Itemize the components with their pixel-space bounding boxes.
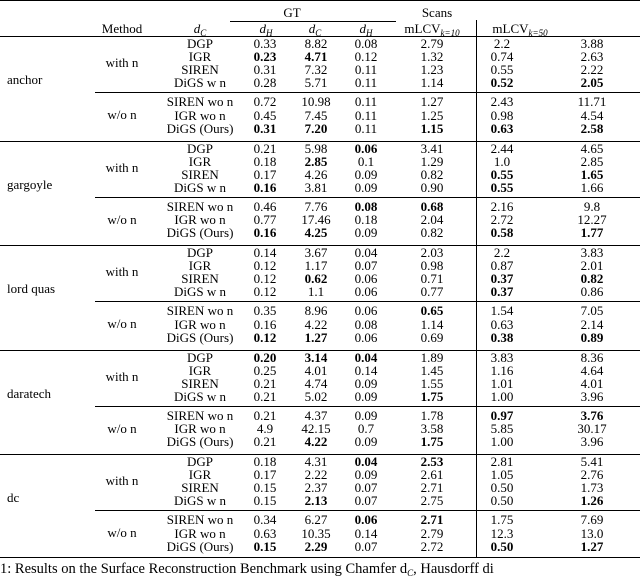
group-label: w/o n xyxy=(107,211,137,227)
group-label: with n xyxy=(105,264,139,280)
value-cell: 4.31 xyxy=(304,454,328,469)
value-cell: 0.06 xyxy=(354,284,378,300)
value-cell: 0.12 xyxy=(253,329,277,345)
table-caption: 1: Results on the Surface Reconstruction Benchmark using Chamfer $d_C$, Hausdorff di xyxy=(0,561,494,578)
value-cell: 0.50 xyxy=(490,538,514,554)
value-cell: 0.97 xyxy=(490,407,514,423)
value-cell: 0.63 xyxy=(490,316,514,332)
value-cell: 2.05 xyxy=(580,75,604,91)
value-cell: 0.21 xyxy=(253,407,277,423)
value-cell: 5.71 xyxy=(304,75,328,91)
value-cell: 1.00 xyxy=(490,388,514,404)
value-cell: 1.1 xyxy=(307,284,325,300)
mlcv10-header: mLCV$_{k=10}$ xyxy=(404,21,460,38)
value-cell: 0.55 xyxy=(490,179,514,195)
shape-name: daratech xyxy=(7,385,52,401)
value-cell: 7.32 xyxy=(304,62,328,78)
value-cell: 2.63 xyxy=(580,49,604,65)
group-rule xyxy=(95,406,640,407)
method-cell: DGP xyxy=(186,140,214,156)
value-cell: 2.72 xyxy=(490,212,514,227)
value-cell: 0.63 xyxy=(253,525,277,541)
value-cell: 0.16 xyxy=(253,316,277,332)
value-cell: 0.18 xyxy=(253,454,277,469)
value-cell: 1.32 xyxy=(420,49,444,65)
group-rule xyxy=(95,92,640,93)
value-cell: 0.37 xyxy=(490,271,514,287)
method-cell: DGP xyxy=(186,349,214,365)
method-cell: IGR wo n xyxy=(174,525,226,541)
value-cell: 10.98 xyxy=(301,94,331,110)
method-cell: SIREN xyxy=(181,271,219,287)
group-label: w/o n xyxy=(107,107,137,123)
value-cell: 0.06 xyxy=(354,140,378,156)
value-cell: 2.43 xyxy=(490,94,514,110)
value-cell: 1.66 xyxy=(580,179,604,195)
shape-name: dc xyxy=(7,490,20,505)
value-cell: 8.96 xyxy=(304,303,328,319)
value-cell: 0.90 xyxy=(420,179,444,195)
value-cell: 3.41 xyxy=(420,140,444,156)
group-label: w/o n xyxy=(107,525,137,541)
value-cell: 1.01 xyxy=(490,375,514,391)
shape-name: anchor xyxy=(7,72,43,87)
value-cell: 2.2 xyxy=(493,36,511,51)
value-cell: 0.33 xyxy=(253,36,277,51)
value-cell: 1.55 xyxy=(420,375,444,391)
value-cell: 0.37 xyxy=(490,284,514,300)
value-cell: 2.79 xyxy=(420,36,444,51)
value-cell: 0.04 xyxy=(354,245,378,260)
value-cell: 3.88 xyxy=(580,36,604,51)
value-cell: 0.06 xyxy=(354,329,378,345)
value-cell: 0.21 xyxy=(253,140,277,156)
value-cell: 0.63 xyxy=(490,120,514,136)
method-cell: DGP xyxy=(186,245,214,260)
value-cell: 3.67 xyxy=(304,245,328,260)
group-label: with n xyxy=(105,159,139,175)
value-cell: 0.15 xyxy=(253,493,277,509)
value-cell: 2.58 xyxy=(580,120,604,136)
value-cell: 0.87 xyxy=(490,258,514,274)
value-cell: 1.75 xyxy=(490,512,514,528)
value-cell: 1.15 xyxy=(420,120,444,136)
value-cell: 0.21 xyxy=(253,388,277,404)
method-cell: SIREN wo n xyxy=(166,303,234,319)
value-cell: 1.14 xyxy=(420,316,444,332)
table-bottom-rule xyxy=(0,557,640,558)
value-cell: 0.12 xyxy=(354,49,378,65)
method-cell: IGR wo n xyxy=(174,421,226,436)
value-cell: 2.85 xyxy=(304,153,328,169)
method-cell: IGR xyxy=(188,258,212,274)
dh-header: $d_H$ xyxy=(259,21,273,38)
value-cell: 0.04 xyxy=(354,349,378,365)
value-cell: 4.54 xyxy=(580,107,604,123)
value-cell: 0.17 xyxy=(253,467,277,483)
group-label: with n xyxy=(105,473,139,489)
value-cell: 0.62 xyxy=(304,271,328,287)
value-cell: 0.11 xyxy=(354,120,378,136)
value-cell: 1.0 xyxy=(493,153,511,169)
value-cell: 9.8 xyxy=(583,198,601,214)
value-cell: 0.35 xyxy=(253,303,277,319)
method-cell: IGR wo n xyxy=(174,316,226,332)
method-cell: SIREN xyxy=(181,62,219,78)
value-cell: 1.16 xyxy=(490,362,514,378)
value-cell: 7.76 xyxy=(304,198,328,214)
scans-header: Scans xyxy=(421,5,453,20)
value-cell: 5.98 xyxy=(304,140,328,156)
value-cell: 0.77 xyxy=(253,212,277,227)
value-cell: 2.85 xyxy=(580,153,604,169)
value-cell: 0.06 xyxy=(354,303,378,319)
value-cell: 1.77 xyxy=(580,225,604,241)
method-cell: IGR xyxy=(188,362,212,378)
value-cell: 2.37 xyxy=(304,480,328,496)
value-cell: 4.9 xyxy=(256,421,274,436)
value-cell: 0.23 xyxy=(253,49,277,65)
value-cell: 0.12 xyxy=(253,284,277,300)
value-cell: 0.07 xyxy=(354,538,378,554)
value-cell: 1.89 xyxy=(420,349,444,365)
method-cell: DiGS w n xyxy=(173,388,227,404)
group-label: w/o n xyxy=(107,420,137,436)
value-cell: 4.64 xyxy=(580,362,604,378)
value-cell: 7.69 xyxy=(580,512,604,528)
value-cell: 0.86 xyxy=(580,284,604,300)
method-cell: IGR xyxy=(188,467,212,483)
value-cell: 4.01 xyxy=(304,362,328,378)
value-cell: 0.09 xyxy=(354,434,378,450)
method-cell: DGP xyxy=(186,454,214,469)
value-cell: 0.82 xyxy=(420,166,444,182)
gt-underline xyxy=(230,21,396,22)
value-cell: 0.12 xyxy=(253,258,277,274)
method-cell: SIREN wo n xyxy=(166,94,234,110)
value-cell: 3.83 xyxy=(490,349,514,365)
method-cell: SIREN xyxy=(181,375,219,391)
value-cell: 0.21 xyxy=(253,434,277,450)
group-label: with n xyxy=(105,55,139,71)
value-cell: 4.74 xyxy=(304,375,328,391)
value-cell: 3.58 xyxy=(420,421,444,436)
value-cell: 0.98 xyxy=(490,107,514,123)
value-cell: 0.07 xyxy=(354,480,378,496)
value-cell: 0.21 xyxy=(253,375,277,391)
method-cell: SIREN wo n xyxy=(166,407,234,423)
value-cell: 2.22 xyxy=(580,62,604,78)
value-cell: 2.53 xyxy=(420,454,444,469)
value-cell: 0.08 xyxy=(354,36,378,51)
value-cell: 13.0 xyxy=(580,525,604,541)
value-cell: 1.75 xyxy=(420,388,444,404)
value-cell: 4.26 xyxy=(304,166,328,182)
value-cell: 0.14 xyxy=(253,245,277,260)
value-cell: 2.71 xyxy=(420,480,444,496)
value-cell: 3.14 xyxy=(304,349,328,365)
group-rule xyxy=(95,510,640,511)
value-cell: 1.27 xyxy=(304,329,328,345)
value-cell: 0.16 xyxy=(253,225,277,241)
value-cell: 1.54 xyxy=(490,303,514,319)
value-cell: 0.1 xyxy=(357,153,375,169)
value-cell: 1.00 xyxy=(490,434,514,450)
value-cell: 0.31 xyxy=(253,120,277,136)
value-cell: 0.58 xyxy=(490,225,514,241)
dh2-header: $d_H$ xyxy=(359,21,373,38)
value-cell: 1.05 xyxy=(490,467,514,483)
value-cell: 0.07 xyxy=(354,493,378,509)
value-cell: 0.14 xyxy=(354,525,378,541)
value-cell: 2.71 xyxy=(420,512,444,528)
value-cell: 0.71 xyxy=(420,271,444,287)
value-cell: 2.79 xyxy=(420,525,444,541)
value-cell: 3.83 xyxy=(580,245,604,260)
value-cell: 2.2 xyxy=(493,245,511,260)
value-cell: 0.11 xyxy=(354,75,378,91)
value-cell: 0.15 xyxy=(253,538,277,554)
method-cell: DiGS (Ours) xyxy=(166,120,234,136)
method-cell: IGR wo n xyxy=(174,107,226,123)
value-cell: 0.15 xyxy=(253,480,277,496)
value-cell: 0.50 xyxy=(490,480,514,496)
method-cell: IGR xyxy=(188,153,212,169)
value-cell: 3.96 xyxy=(580,388,604,404)
method-cell: DiGS w n xyxy=(173,493,227,509)
column-separator xyxy=(476,20,477,557)
value-cell: 0.12 xyxy=(253,271,277,287)
value-cell: 1.65 xyxy=(580,166,604,182)
value-cell: 0.55 xyxy=(490,62,514,78)
value-cell: 5.02 xyxy=(304,388,328,404)
method-header: Method xyxy=(101,21,143,36)
value-cell: 0.16 xyxy=(253,179,277,195)
value-cell: 5.41 xyxy=(580,454,604,469)
mlcv50-header: mLCV$_{k=50}$ xyxy=(492,21,548,38)
method-cell: IGR xyxy=(188,49,212,65)
value-cell: 4.22 xyxy=(304,316,328,332)
table-top-rule xyxy=(0,0,640,1)
shape-name: gargoyle xyxy=(7,176,53,192)
value-cell: 7.45 xyxy=(304,107,328,123)
group-label: w/o n xyxy=(107,316,137,332)
value-cell: 4.65 xyxy=(580,140,604,156)
value-cell: 42.15 xyxy=(301,421,331,436)
value-cell: 2.44 xyxy=(490,140,514,156)
value-cell: 0.50 xyxy=(490,493,514,509)
value-cell: 8.82 xyxy=(304,36,328,51)
method-cell: IGR wo n xyxy=(174,212,226,227)
value-cell: 1.27 xyxy=(580,538,604,554)
group-rule xyxy=(95,301,640,302)
value-cell: 2.72 xyxy=(420,538,444,554)
value-cell: 2.16 xyxy=(490,198,514,214)
value-cell: 17.46 xyxy=(301,212,331,227)
value-cell: 0.28 xyxy=(253,75,277,91)
value-cell: 7.05 xyxy=(580,303,604,319)
value-cell: 0.34 xyxy=(253,512,277,528)
value-cell: 4.71 xyxy=(304,49,328,65)
value-cell: 1.23 xyxy=(420,62,444,78)
value-cell: 8.36 xyxy=(580,349,604,365)
value-cell: 2.61 xyxy=(420,467,444,483)
value-cell: 2.01 xyxy=(580,258,604,274)
value-cell: 0.07 xyxy=(354,258,378,274)
method-cell: DiGS w n xyxy=(173,179,227,195)
value-cell: 2.76 xyxy=(580,467,604,483)
value-cell: 4.01 xyxy=(580,375,604,391)
method-cell: DiGS (Ours) xyxy=(166,538,234,554)
value-cell: 3.81 xyxy=(304,179,328,195)
value-cell: 1.75 xyxy=(420,434,444,450)
value-cell: 0.77 xyxy=(420,284,444,300)
value-cell: 10.35 xyxy=(301,525,331,541)
value-cell: 1.26 xyxy=(580,493,604,509)
dc2-header: $d_C$ xyxy=(308,21,322,38)
group-rule xyxy=(95,197,640,198)
value-cell: 6.27 xyxy=(304,512,328,528)
value-cell: 2.04 xyxy=(420,212,444,227)
method-cell: SIREN wo n xyxy=(166,198,234,214)
value-cell: 0.7 xyxy=(357,421,375,436)
value-cell: 0.69 xyxy=(420,329,444,345)
value-cell: 0.09 xyxy=(354,225,378,241)
method-cell: SIREN wo n xyxy=(166,512,234,528)
value-cell: 0.06 xyxy=(354,271,378,287)
value-cell: 0.04 xyxy=(354,454,378,469)
value-cell: 1.73 xyxy=(580,480,604,496)
method-cell: SIREN xyxy=(181,166,219,182)
value-cell: 0.55 xyxy=(490,166,514,182)
value-cell: 0.14 xyxy=(354,362,378,378)
value-cell: 7.20 xyxy=(304,120,328,136)
value-cell: 1.14 xyxy=(420,75,444,91)
value-cell: 1.17 xyxy=(304,258,328,274)
method-cell: DiGS (Ours) xyxy=(166,329,234,345)
value-cell: 1.78 xyxy=(420,407,444,423)
value-cell: 0.11 xyxy=(354,107,378,123)
value-cell: 0.68 xyxy=(420,198,444,214)
value-cell: 0.89 xyxy=(580,329,604,345)
value-cell: 0.18 xyxy=(354,212,378,227)
group-label: with n xyxy=(105,368,139,384)
value-cell: 1.29 xyxy=(420,153,444,169)
value-cell: 2.14 xyxy=(580,316,604,332)
value-cell: 1.27 xyxy=(420,94,444,110)
value-cell: 30.17 xyxy=(577,421,607,436)
value-cell: 11.71 xyxy=(577,94,607,110)
method-cell: DiGS (Ours) xyxy=(166,434,234,450)
value-cell: 4.22 xyxy=(304,434,328,450)
value-cell: 2.75 xyxy=(420,493,444,509)
value-cell: 0.45 xyxy=(253,107,277,123)
value-cell: 4.37 xyxy=(304,407,328,423)
dc-header: $d_C$ xyxy=(193,21,207,38)
value-cell: 0.82 xyxy=(580,271,604,287)
value-cell: 0.06 xyxy=(354,512,378,528)
method-cell: DiGS w n xyxy=(173,75,227,91)
value-cell: 12.3 xyxy=(490,525,514,541)
value-cell: 0.52 xyxy=(490,75,514,91)
value-cell: 0.11 xyxy=(354,62,378,78)
method-cell: DGP xyxy=(186,36,214,51)
value-cell: 0.65 xyxy=(420,303,444,319)
value-cell: 0.09 xyxy=(354,166,378,182)
value-cell: 1.45 xyxy=(420,362,444,378)
value-cell: 0.09 xyxy=(354,407,378,423)
value-cell: 0.46 xyxy=(253,198,277,214)
value-cell: 0.20 xyxy=(253,349,277,365)
value-cell: 0.17 xyxy=(253,166,277,182)
value-cell: 0.09 xyxy=(354,467,378,483)
shape-name: lord quas xyxy=(7,281,56,296)
value-cell: 0.82 xyxy=(420,225,444,241)
value-cell: 1.25 xyxy=(420,107,444,123)
value-cell: 0.09 xyxy=(354,375,378,391)
value-cell: 3.96 xyxy=(580,434,604,450)
value-cell: 4.25 xyxy=(304,225,328,241)
value-cell: 0.25 xyxy=(253,362,277,378)
value-cell: 0.08 xyxy=(354,198,378,214)
gt-header: GT xyxy=(283,5,301,20)
value-cell: 0.72 xyxy=(253,94,277,110)
method-cell: DiGS (Ours) xyxy=(166,225,234,241)
value-cell: 0.09 xyxy=(354,388,378,404)
value-cell: 5.85 xyxy=(490,421,514,436)
value-cell: 12.27 xyxy=(577,212,607,227)
value-cell: 0.38 xyxy=(490,329,514,345)
value-cell: 2.03 xyxy=(420,245,444,260)
value-cell: 2.29 xyxy=(304,538,328,554)
value-cell: 0.98 xyxy=(420,258,444,274)
value-cell: 0.31 xyxy=(253,62,277,78)
method-cell: SIREN xyxy=(181,480,219,496)
value-cell: 3.76 xyxy=(580,407,604,423)
value-cell: 0.11 xyxy=(354,94,378,110)
value-cell: 0.08 xyxy=(354,316,378,332)
value-cell: 0.09 xyxy=(354,179,378,195)
method-cell: DiGS w n xyxy=(173,284,227,300)
value-cell: 0.74 xyxy=(490,49,514,65)
value-cell: 2.13 xyxy=(304,493,328,509)
value-cell: 2.22 xyxy=(304,467,328,483)
value-cell: 2.81 xyxy=(490,454,514,469)
value-cell: 0.18 xyxy=(253,153,277,169)
